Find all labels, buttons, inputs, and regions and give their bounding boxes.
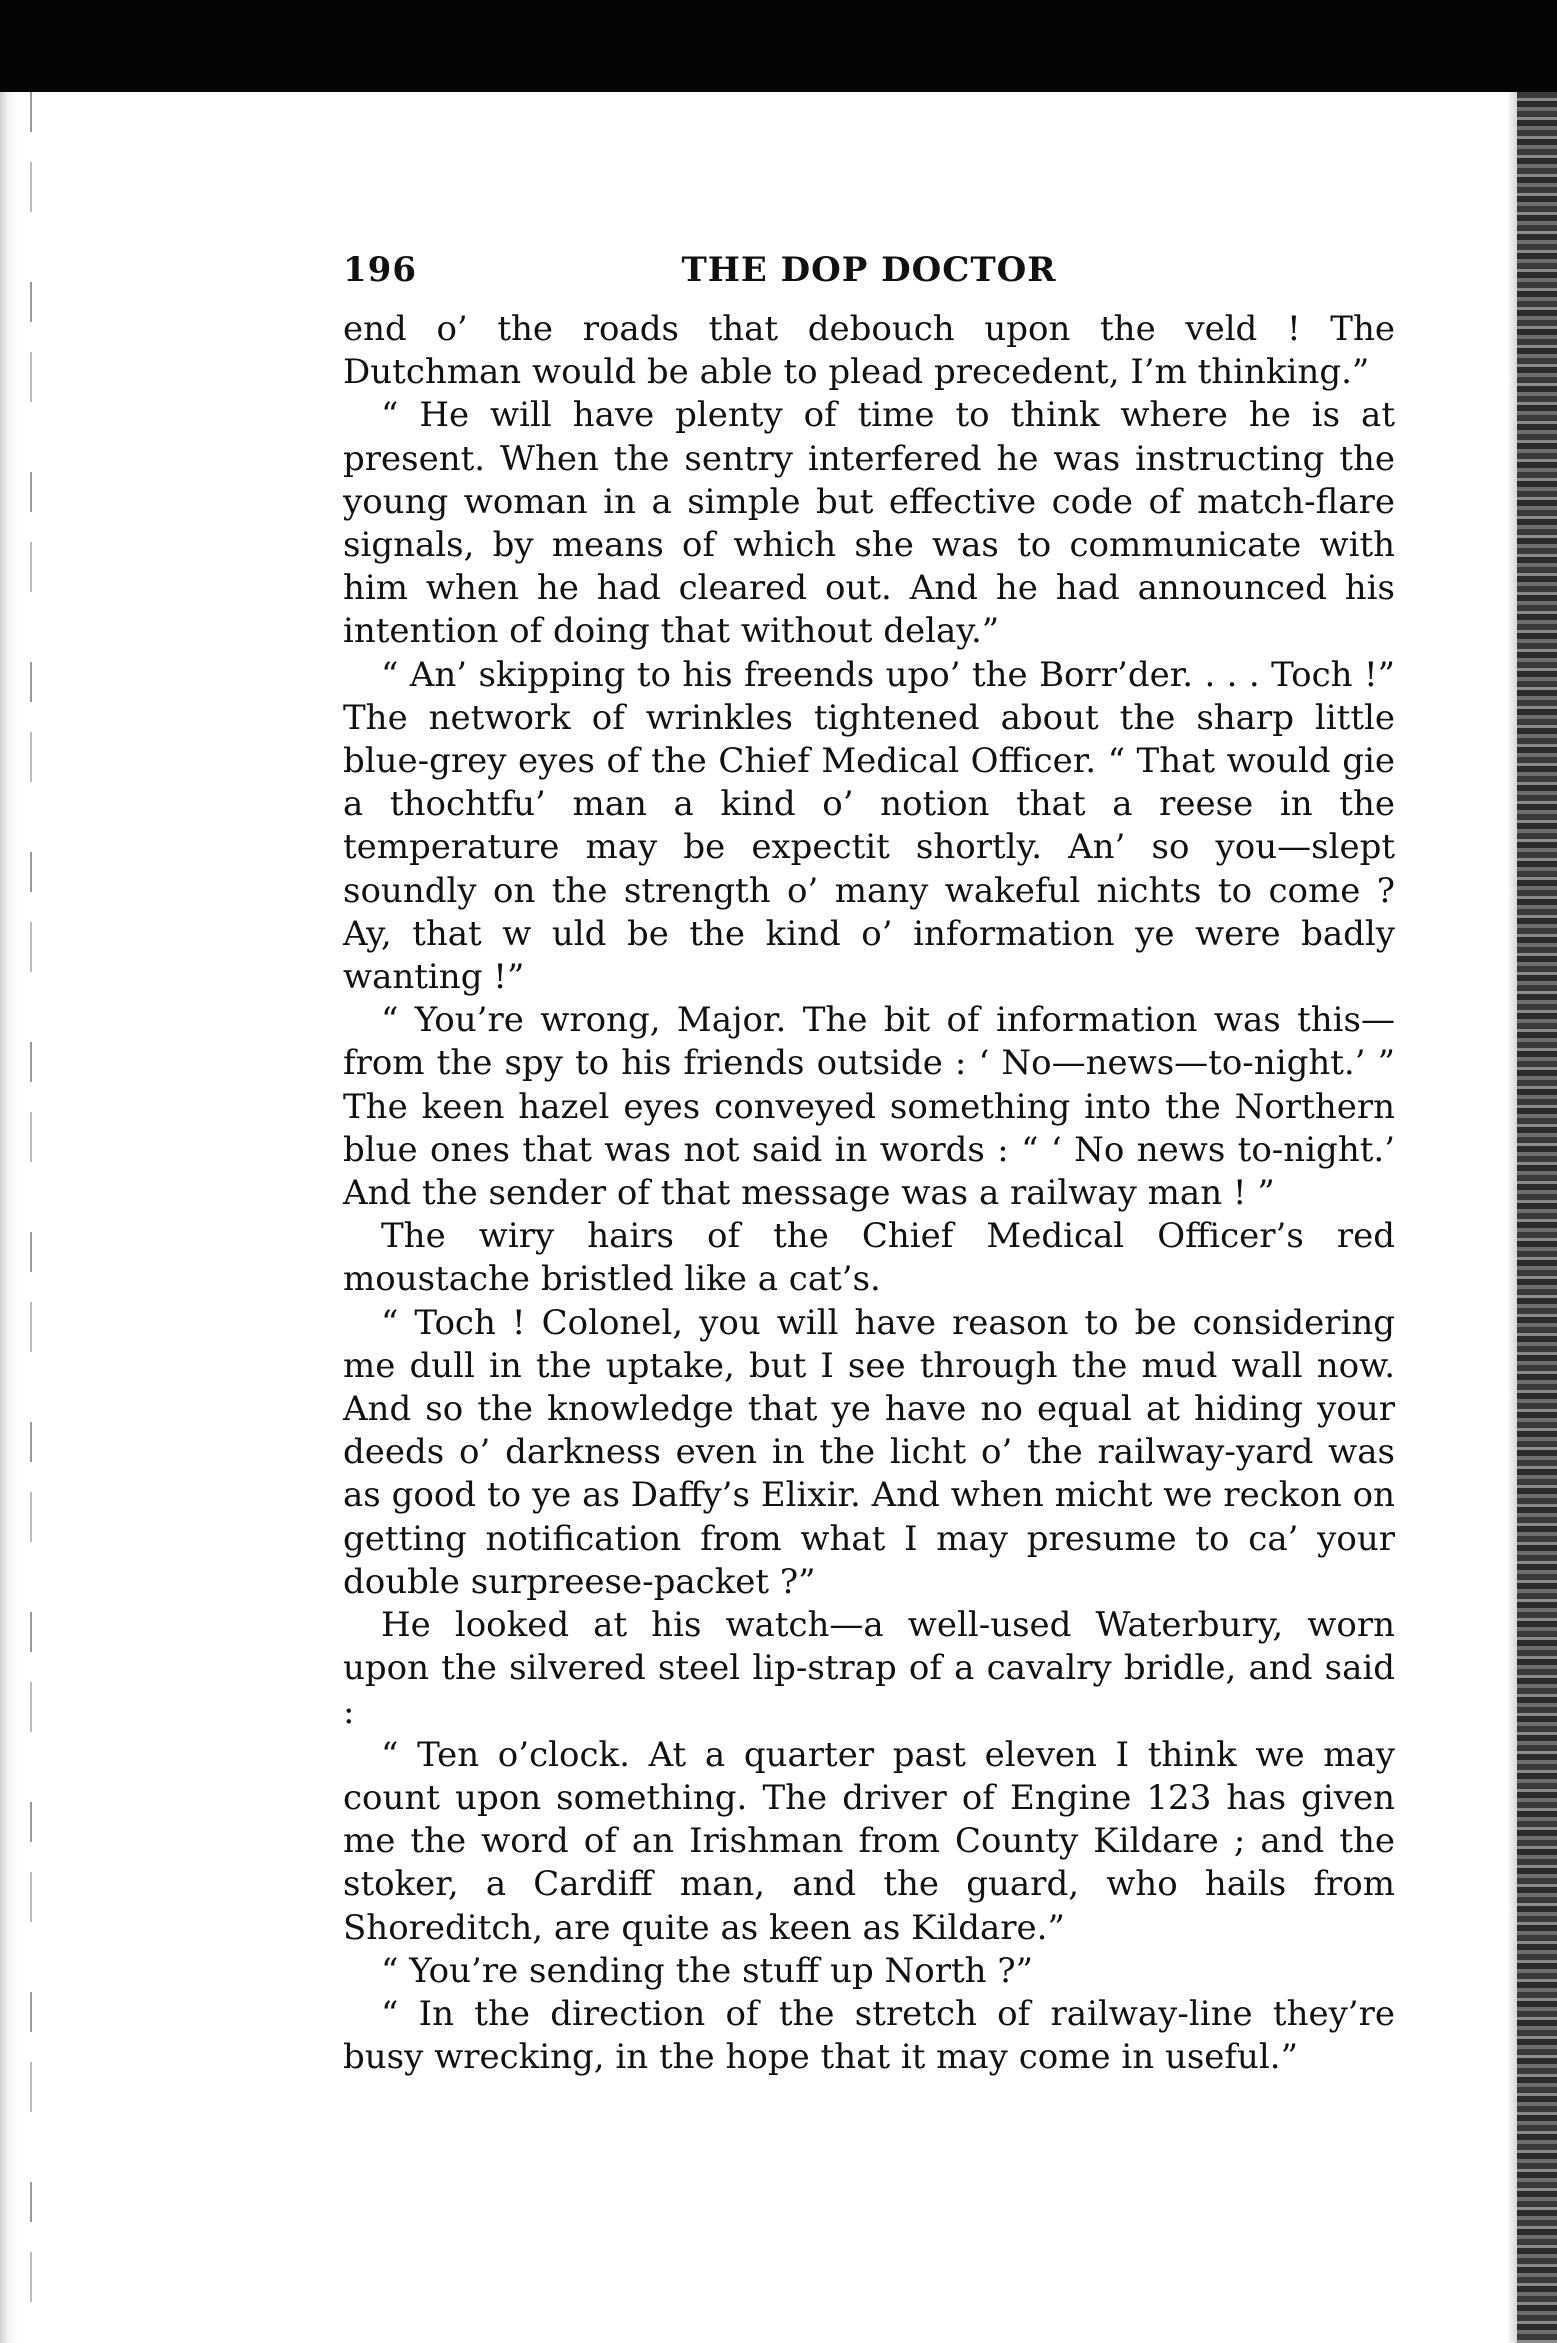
scan-left-margin	[0, 92, 40, 2343]
paragraph: “ He will have plenty of time to think where he is at present. When the sentry interfered he was instructing the young woman in a simple but effective code of match-flare signals, by means of which she was to communicate with him when he had cleared out. And he had announced his intention of doing that without delay.”	[343, 395, 1395, 652]
paragraph: “ You’re sending the stuff up North ?”	[381, 1950, 1033, 1991]
paragraph: “ An’ skipping to his freends upo’ the Borr’der. . . . Toch !” The network of wrinkles tightened about the sharp little blue-grey eyes of the Chief Medical Officer. “ That would gie a thochtfu’ man a kind o’ notion that a reese in the temperature may be expectit shortly. An’ so you—slept soundly on the strength o’ many wakeful nichts to come ? Ay, that w uld be the kind o’ information ye were badly wanting !”	[343, 654, 1395, 998]
paragraph: “ In the direction of the stretch of railway-line they’re busy wrecking, in the hope that it may come in useful.”	[343, 1993, 1395, 2078]
page-number: 196	[343, 250, 417, 290]
paragraph: The wiry hairs of the Chief Medical Officer’s red moustache bristled like a cat’s.	[343, 1216, 1395, 1300]
scan-right-edge	[1515, 92, 1557, 2343]
paragraph: “ Toch ! Colonel, you will have reason to be considering me dull in the uptake, but I see through the mud wall now. And so the knowledge that ye have no equal at hiding your deeds o’ darkness even in the licht o’ the railway-yard was as good to ye as Daffy’s Elixir. And when micht we reckon on getting notification from what I may presume to ca’ your double surpreese-packet ?”	[343, 1302, 1395, 1602]
running-title: THE DOP DOCTOR	[681, 250, 1057, 290]
paragraph: “ You’re wrong, Major. The bit of information was this—from the spy to his friends outside : ‘ No—news—to-night.’ ” The keen hazel eyes conveyed something into the Northern blue ones that was not said in words : “ ‘ No news to-night.’ And the sender of that message was a railway man ! ”	[343, 1000, 1395, 1214]
page-header	[343, 250, 1395, 302]
paragraph: “ Ten o’clock. At a quarter past eleven I think we may count upon something. The driver of Engine 123 has given me the word of an Irishman from County Kildare ; and the stoker, a Cardiff man, and the guard, who hails from Shoreditch, are quite as keen as Kildare.”	[343, 1734, 1395, 1948]
paragraph: He looked at his watch—a well-used Waterbury, worn upon the silvered steel lip-strap of a cavalry bridle, and said :	[343, 1605, 1395, 1732]
body-text	[343, 308, 1395, 2079]
paragraph: end o’ the roads that debouch upon the veld ! The Dutchman would be able to plead precedent, I’m thinking.”	[343, 309, 1395, 393]
book-page	[343, 250, 1395, 2079]
scan-top-border	[0, 0, 1557, 92]
